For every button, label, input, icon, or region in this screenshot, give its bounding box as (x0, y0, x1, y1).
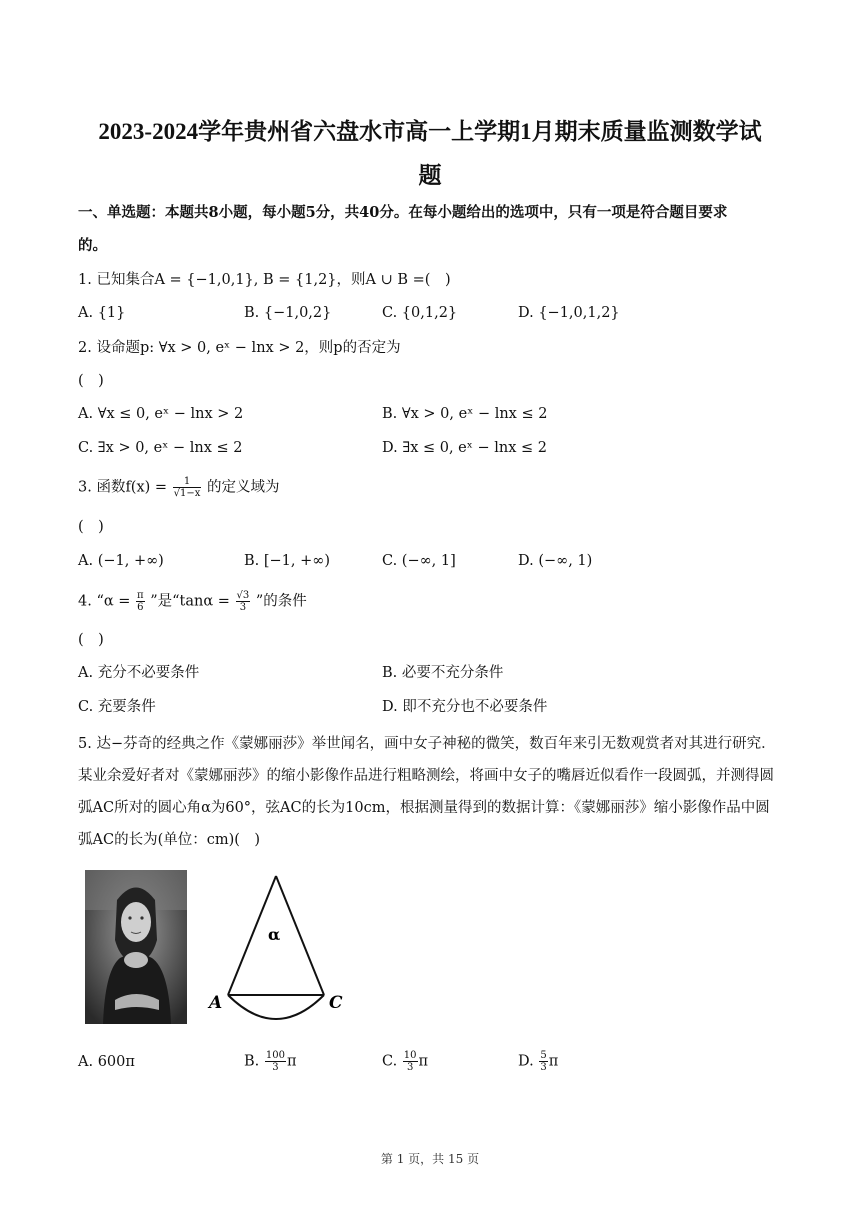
q3-stem-post: 的定义域为 (207, 479, 280, 496)
arc-ac (228, 995, 324, 1019)
q3-option-a: A. (−1, +∞) (78, 553, 164, 569)
q4-fraction-2-den: 3 (239, 602, 247, 613)
q2-option-b: B. ∀x > 0, eˣ − lnx ≤ 2 (382, 406, 548, 422)
q4-fraction-1-den: 6 (137, 602, 144, 613)
q5-option-b-num: 100 (265, 1050, 285, 1061)
q5-option-b-label: B. (244, 1053, 260, 1070)
q5-option-d-pi: π (548, 1053, 559, 1070)
q3-fraction-num: 1 (173, 476, 202, 488)
q5-option-c-num: 10 (403, 1050, 417, 1061)
q5-option-b (244, 1050, 297, 1073)
q4-stem-c: ”的条件 (255, 593, 307, 610)
q5-option-d-label: D. (518, 1053, 534, 1070)
q3-paren: ( ) (78, 519, 104, 535)
q4-option-a: A. 充分不必要条件 (78, 665, 200, 681)
q1-option-d: D. {−1,0,1,2} (518, 305, 620, 321)
q4-stem-b: ”是“tanα = (150, 593, 230, 610)
q3-option-d: D. (−∞, 1) (518, 553, 593, 569)
q5-option-d-fraction (539, 1050, 547, 1073)
q5-option-b-den: 3 (272, 1062, 279, 1073)
q5-option-d-den: 3 (540, 1062, 547, 1073)
q3-option-c: C. (−∞, 1] (382, 553, 456, 569)
q4-stem-a: 4. “α = (78, 593, 131, 610)
q4-stem (78, 590, 307, 613)
q4-fraction-1-num: π (137, 590, 144, 601)
q5-option-c-pi: π (418, 1053, 429, 1070)
label-alpha: α (268, 925, 281, 944)
q1-stem: 1. 已知集合A = {−1,0,1}, B = {1,2}，则A ∪ B =( ) (78, 272, 451, 288)
q3-option-b: B. [−1, +∞) (244, 553, 331, 569)
section-1-heading: 一、单选题：本题共8小题，每小题5分，共40分。在每小题给出的选项中，只有一项是符合题目要求 (78, 204, 728, 221)
q3-fraction-den: √1−x (173, 488, 201, 499)
q1-option-a: A. {1} (78, 305, 126, 321)
sector-diagram (204, 868, 354, 1033)
q2-option-c: C. ∃x > 0, eˣ − lnx ≤ 2 (78, 440, 243, 456)
q2-paren: ( ) (78, 373, 104, 389)
q5-option-b-fraction (265, 1050, 286, 1073)
q4-fraction-2 (236, 590, 251, 613)
q2-option-a: A. ∀x ≤ 0, eˣ − lnx > 2 (78, 406, 244, 422)
q5-option-d-num: 5 (540, 1050, 547, 1061)
q5-stem: 5. 达−芬奇的经典之作《蒙娜丽莎》举世闻名，画中女子神秘的微笑，数百年来引无数观赏者对其进行研究．某业余爱好者对《蒙娜丽莎》的缩小影像作品进行粗略测绘，将画中女子的嘴唇近似看作一段圆弧，并测得圆弧AC所对的圆心角α为60°，弦AC的长为10cm，根据测量得到的数据计算：《蒙娜丽莎》缩小影像作品中圆弧AC的长为(单位：cm)( ) (78, 736, 776, 848)
q5-option-c-label: C. (382, 1053, 398, 1070)
q4-fraction-1 (136, 590, 145, 613)
label-c: C (329, 993, 343, 1013)
q4-option-b: B. 必要不充分条件 (382, 665, 504, 681)
q2-option-d: D. ∃x ≤ 0, eˣ − lnx ≤ 2 (382, 440, 548, 456)
sector-radius-right (276, 876, 324, 995)
q3-stem-pre: 3. 函数f(x) = (78, 479, 168, 496)
q4-option-d: D. 即不充分也不必要条件 (382, 699, 548, 715)
title-line-1: 2023-2024学年贵州省六盘水市高一上学期1月期末质量监测数学试 (98, 119, 762, 144)
q4-option-c: C. 充要条件 (78, 699, 156, 715)
q1-option-c: C. {0,1,2} (382, 305, 458, 321)
paper-title (80, 110, 780, 198)
page-footer: 第 1 页，共 15 页 (380, 1152, 480, 1166)
q5-option-a: A. 600π (78, 1054, 135, 1070)
q5-option-d (518, 1050, 558, 1073)
q5-option-c-fraction (403, 1050, 418, 1073)
q1-option-b: B. {−1,0,2} (244, 305, 332, 321)
q3-stem (78, 476, 280, 499)
q2-stem: 2. 设命题p: ∀x > 0, eˣ − lnx > 2，则p的否定为 (78, 340, 401, 356)
q4-paren: ( ) (78, 632, 104, 648)
section-1-heading-cont: 的。 (78, 237, 107, 254)
q4-fraction-2-num: √3 (236, 590, 250, 601)
q5-option-c-den: 3 (406, 1062, 414, 1073)
q5-option-c (382, 1050, 428, 1073)
q3-fraction (173, 476, 202, 499)
label-a: A (209, 993, 223, 1013)
q5-option-b-pi: π (286, 1053, 297, 1070)
title-line-2: 题 (418, 163, 442, 188)
mona-lisa-image (85, 870, 187, 1024)
